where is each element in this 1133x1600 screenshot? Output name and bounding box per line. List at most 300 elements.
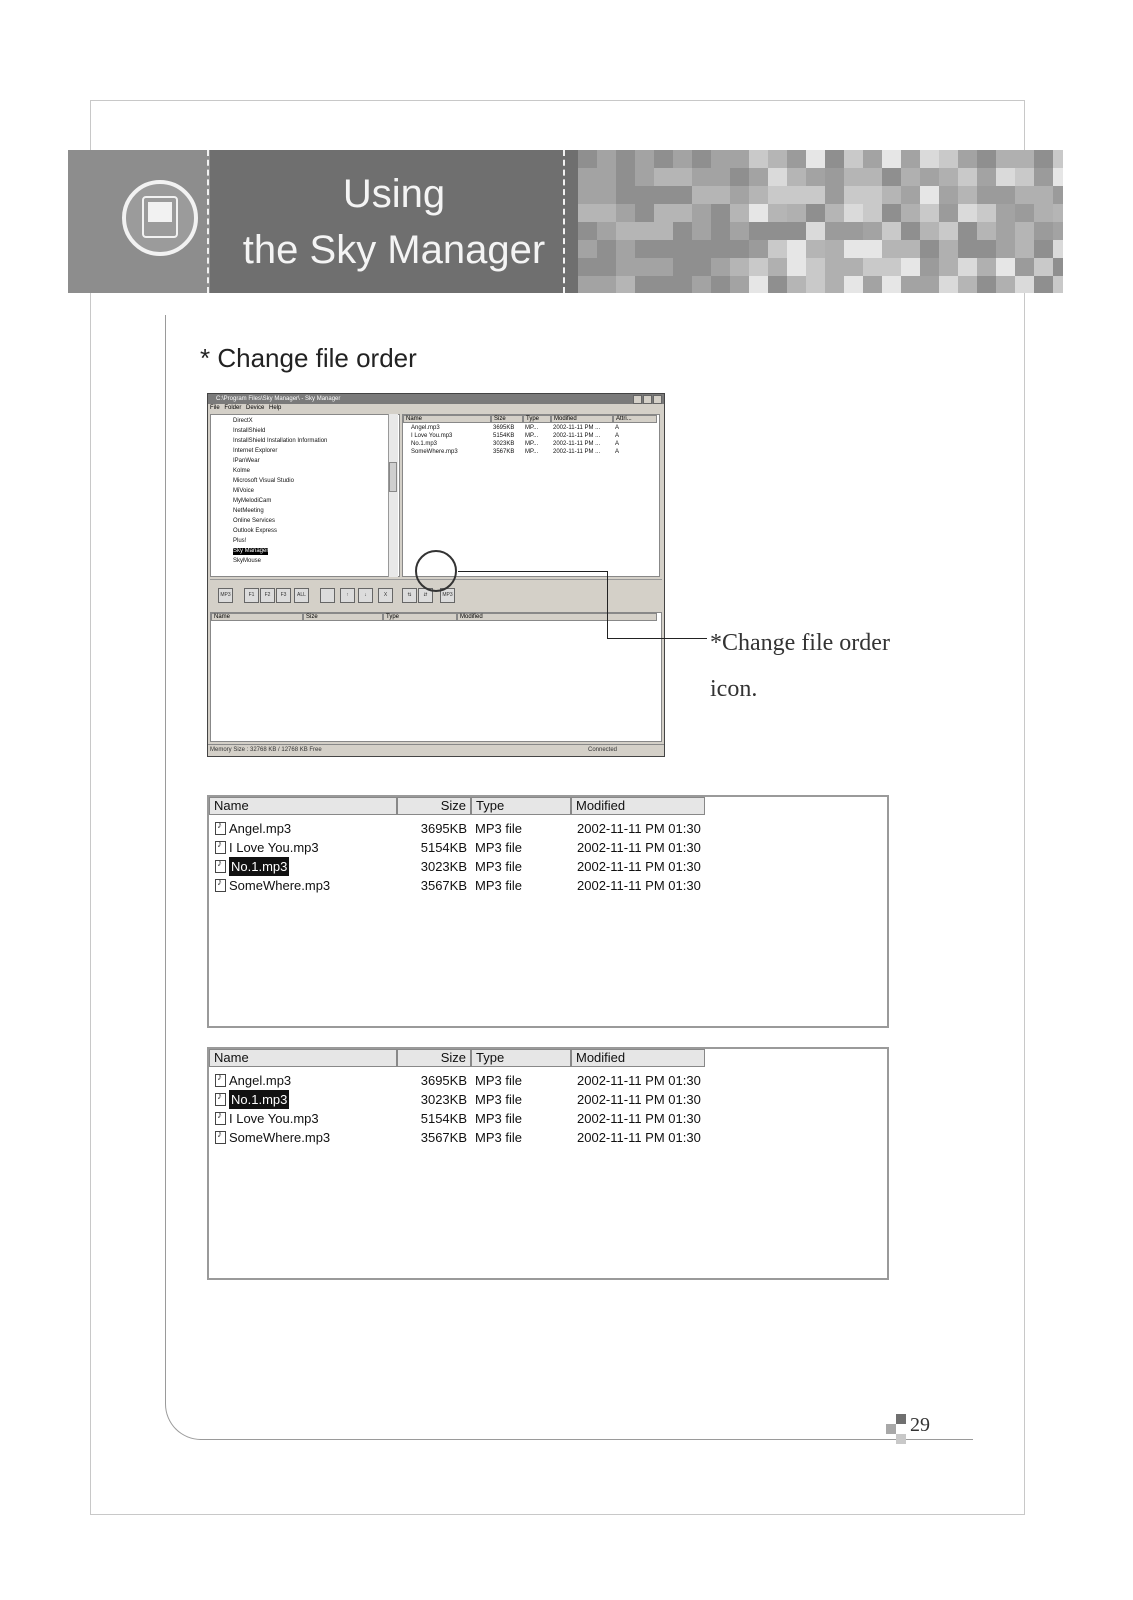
mosaic-tile [711,276,730,293]
column-header[interactable]: Size [397,797,471,815]
file-type: MP3 file [475,878,522,893]
mosaic-tile [882,150,901,168]
mosaic-tile [673,168,692,186]
mosaic-tile [882,204,901,222]
tree-scroll-thumb[interactable] [389,462,397,492]
table-row[interactable] [209,819,889,838]
mosaic-tile [730,240,749,258]
table-row[interactable] [209,1071,889,1090]
mosaic-tile [597,276,616,293]
mosaic-tile [787,204,806,222]
mosaic-tile [920,186,939,204]
mosaic-tile [977,240,996,258]
mosaic-tile [863,204,882,222]
tree-item[interactable]: InstallShield Installation Information [233,438,328,444]
list-cell: MP... [525,433,539,439]
mosaic-tile [882,258,901,276]
mosaic-tile [901,186,920,204]
tree-scrollbar[interactable] [388,414,398,577]
mosaic-tile [806,204,825,222]
tree-item[interactable]: MyMelodiCam [233,498,272,504]
toolbar-button[interactable]: ⇵ [418,588,433,603]
tree-item[interactable]: Online Services [233,518,276,524]
mosaic-tile [768,186,787,204]
list-cell: MP... [525,441,539,447]
header-dashed-divider [207,150,209,293]
column-header[interactable]: Type [383,613,457,621]
mosaic-tile [901,276,920,293]
table-row[interactable] [209,857,889,876]
mosaic-tile [996,186,1015,204]
column-header[interactable]: Modified [551,415,613,423]
mosaic-tile [578,186,597,204]
page-bottom-rule [200,1439,973,1440]
file-size: 5154KB [420,1111,467,1126]
mosaic-tile [977,258,996,276]
list-cell: 3567KB [493,449,515,455]
mosaic-tile [578,276,597,293]
mosaic-tile [749,276,768,293]
tree-item[interactable]: NetMeeting [233,508,264,514]
column-header[interactable]: Attri... [613,415,657,423]
tree-item[interactable]: Sky Manager [233,548,269,554]
column-header[interactable]: Type [471,797,571,815]
mosaic-tile [863,276,882,293]
column-header[interactable]: Size [397,1049,471,1067]
toolbar-button[interactable]: ALL [294,588,309,603]
mosaic-tile [711,204,730,222]
mosaic-tile [996,258,1015,276]
mosaic-tile [597,204,616,222]
mosaic-tile [787,150,806,168]
mosaic-tile [711,222,730,240]
mosaic-tile [654,150,673,168]
tree-item[interactable]: Microsoft Visual Studio [233,478,294,484]
mosaic-tile [977,222,996,240]
mosaic-tile [996,204,1015,222]
tree-item[interactable]: Plus! [233,538,247,544]
mosaic-tile [882,276,901,293]
status-connection: Connected [588,747,618,753]
mosaic-tile [901,204,920,222]
mosaic-tile [1015,276,1034,293]
column-header[interactable]: Modified [457,613,657,621]
column-header[interactable]: Name [209,797,397,815]
mosaic-tile [692,168,711,186]
mosaic-tile [616,186,635,204]
mosaic-tile [597,258,616,276]
mosaic-tile [711,240,730,258]
mosaic-tile [844,186,863,204]
maximize-icon[interactable] [643,395,652,404]
mosaic-tile [692,276,711,293]
mp3-file-icon [215,822,226,835]
list-cell: SomeWhere.mp3 [411,449,458,455]
mosaic-tile [749,168,768,186]
callout-line2: icon. [710,676,758,702]
mosaic-tile [901,150,920,168]
file-type: MP3 file [475,821,522,836]
file-modified: 2002-11-11 PM 01:30 [577,1092,701,1107]
column-header[interactable]: Modified [571,1049,705,1067]
mosaic-tile [806,186,825,204]
column-header[interactable]: Size [491,415,523,423]
column-header[interactable]: Name [211,613,303,621]
mosaic-tile [692,222,711,240]
mosaic-tile [730,150,749,168]
file-name: No.1.mp3 [231,1092,288,1107]
page-number-mark [896,1434,906,1444]
file-size: 3695KB [420,821,467,836]
mosaic-tile [635,222,654,240]
status-bar [208,744,664,757]
file-size: 3567KB [420,878,467,893]
menu-bar[interactable]: File Folder Device Help [210,405,282,411]
mosaic-tile [939,240,958,258]
page-number-mark [886,1424,896,1434]
mosaic-tile [958,150,977,168]
file-size: 3695KB [420,1073,467,1088]
column-header[interactable]: Name [209,1049,397,1067]
mosaic-tile [730,168,749,186]
mosaic-tile [825,276,844,293]
window-titlebar [208,394,664,404]
list-cell: I Love You.mp3 [411,433,453,439]
mosaic-tile [939,222,958,240]
mosaic-tile [996,222,1015,240]
list-cell: A [615,449,620,455]
mosaic-tile [654,258,673,276]
mosaic-tile [939,276,958,293]
list-cell: MP... [525,425,539,431]
window-title: C:\Program Files\Sky Manager\ - Sky Manager [216,396,341,402]
list-cell: 5154KB [493,433,515,439]
page-border-curve [165,315,205,1440]
mosaic-tile [844,168,863,186]
mp3-file-icon [215,1112,226,1125]
file-modified: 2002-11-11 PM 01:30 [577,840,701,855]
mosaic-tile [1015,204,1034,222]
mosaic-tile [1053,186,1063,204]
mosaic-tile [920,276,939,293]
mosaic-tile [597,240,616,258]
mosaic-tile [977,276,996,293]
file-type: MP3 file [475,1092,522,1107]
mp3-file-icon [215,1131,226,1144]
toolbar-button[interactable]: F2 [260,588,275,603]
mosaic-tile [711,258,730,276]
column-header[interactable]: Type [523,415,551,423]
mosaic-tile [863,240,882,258]
mosaic-tile [635,186,654,204]
mosaic-tile [616,150,635,168]
mosaic-tile [616,222,635,240]
column-header[interactable]: Size [303,613,383,621]
mosaic-tile [749,150,768,168]
file-modified: 2002-11-11 PM 01:30 [577,878,701,893]
file-modified: 2002-11-11 PM 01:30 [577,859,701,874]
mosaic-tile [673,204,692,222]
mosaic-tile [616,204,635,222]
mosaic-tile [1034,222,1053,240]
tree-item[interactable]: InstallShield [233,428,266,434]
mosaic-tile [863,186,882,204]
mosaic-tile [578,204,597,222]
toolbar-button[interactable] [320,588,335,603]
mosaic-tile [692,150,711,168]
mosaic-tile [1053,240,1063,258]
file-modified: 2002-11-11 PM 01:30 [577,821,701,836]
close-icon[interactable] [653,395,662,404]
mosaic-tile [711,168,730,186]
file-name: I Love You.mp3 [229,1111,319,1126]
mosaic-tile [806,258,825,276]
mosaic-tile [977,168,996,186]
mosaic-tile [711,186,730,204]
file-type: MP3 file [475,840,522,855]
toolbar-button[interactable]: ⇅ [402,588,417,603]
mosaic-tile [844,258,863,276]
mosaic-tile [920,240,939,258]
file-type: MP3 file [475,1073,522,1088]
mosaic-tile [958,204,977,222]
file-name: Angel.mp3 [229,821,292,836]
tree-item[interactable]: MiVoice [233,488,255,494]
table-row[interactable] [209,1109,889,1128]
mosaic-tile [787,240,806,258]
file-type: MP3 file [475,1111,522,1126]
mosaic-tile [1053,150,1063,168]
column-header[interactable]: Name [403,415,491,423]
window-controls [632,395,662,404]
tree-item[interactable]: DirectX [233,418,253,424]
mosaic-tile [635,204,654,222]
mosaic-tile [616,258,635,276]
device-file-list[interactable] [210,612,662,742]
mosaic-tile [787,222,806,240]
file-name: SomeWhere.mp3 [229,878,331,893]
mosaic-tile [1053,204,1063,222]
mosaic-tile [996,240,1015,258]
mosaic-tile [692,186,711,204]
list-cell: 3023KB [493,441,515,447]
mosaic-tile [578,240,597,258]
mosaic-tile [730,276,749,293]
mosaic-tile [692,258,711,276]
file-modified: 2002-11-11 PM 01:30 [577,1130,701,1145]
mosaic-tile [958,240,977,258]
mosaic-tile [597,168,616,186]
toolbar-button[interactable]: X [378,588,393,603]
mp3-file-icon [215,1093,226,1106]
mosaic-tile [635,150,654,168]
list-cell: A [615,441,620,447]
mosaic-tile [825,240,844,258]
mosaic-tile [863,222,882,240]
mosaic-tile [939,186,958,204]
mosaic-tile [654,240,673,258]
mosaic-tile [787,186,806,204]
tree-item[interactable]: Outlook Express [233,528,278,534]
file-name: No.1.mp3 [231,859,288,874]
mosaic-tile [844,222,863,240]
mosaic-tile [806,222,825,240]
mosaic-tile [958,276,977,293]
toolbar-button[interactable]: ↓ [358,588,373,603]
highlight-circle [415,550,457,592]
mosaic-tile [825,168,844,186]
column-header[interactable]: Type [471,1049,571,1067]
header-mosaic [578,150,1063,293]
table-row[interactable] [209,1128,889,1147]
mosaic-tile [787,168,806,186]
mosaic-tile [1034,150,1053,168]
mosaic-tile [1034,186,1053,204]
mosaic-tile [635,168,654,186]
tree-item[interactable]: IPanWear [233,458,260,464]
toolbar-button[interactable]: F3 [276,588,291,603]
mosaic-tile [882,240,901,258]
mosaic-tile [825,150,844,168]
mosaic-tile [616,276,635,293]
mosaic-tile [958,222,977,240]
mosaic-tile [1053,222,1063,240]
list-cell: 2002-11-11 PM ... [553,449,601,455]
mosaic-tile [882,168,901,186]
minimize-icon[interactable] [633,395,642,404]
mosaic-tile [654,186,673,204]
file-type: MP3 file [475,859,522,874]
mosaic-tile [844,240,863,258]
mosaic-tile [939,258,958,276]
file-modified: 2002-11-11 PM 01:30 [577,1111,701,1126]
mosaic-tile [787,258,806,276]
mp3-file-icon [215,860,226,873]
table-row[interactable] [209,876,889,895]
mosaic-tile [635,276,654,293]
toolbar-button[interactable]: ↑ [340,588,355,603]
file-list-after[interactable] [207,1047,889,1280]
mosaic-tile [1015,186,1034,204]
mosaic-tile [920,258,939,276]
folder-tree[interactable] [210,414,400,577]
mp3-file-icon [215,879,226,892]
mosaic-tile [768,168,787,186]
mosaic-tile [939,150,958,168]
file-list-before[interactable] [207,795,889,1028]
tree-item[interactable]: Kolme [233,468,251,474]
table-row[interactable] [209,1090,889,1109]
toolbar-button[interactable]: MP3 [440,588,455,603]
computer-screen-icon [148,202,172,222]
toolbar-button[interactable]: F1 [244,588,259,603]
mosaic-tile [1053,276,1063,293]
page-title-line1: Using [342,172,446,216]
file-name: Angel.mp3 [229,1073,292,1088]
mosaic-tile [1053,168,1063,186]
mosaic-tile [578,168,597,186]
file-type: MP3 file [475,1130,522,1145]
mosaic-tile [844,276,863,293]
mosaic-tile [635,240,654,258]
mosaic-tile [825,186,844,204]
file-size: 3023KB [420,859,467,874]
mosaic-tile [920,168,939,186]
mosaic-tile [616,240,635,258]
mosaic-tile [673,150,692,168]
mosaic-tile [578,258,597,276]
mosaic-tile [1015,168,1034,186]
page-number: 29 [910,1414,930,1436]
mosaic-tile [1015,240,1034,258]
mosaic-tile [1034,204,1053,222]
mosaic-tile [768,240,787,258]
tree-item[interactable]: SkyMouse [233,558,262,564]
mosaic-tile [920,222,939,240]
toolbar-button[interactable]: MP3 [218,588,233,603]
mosaic-tile [1034,276,1053,293]
mosaic-tile [692,204,711,222]
mosaic-tile [1053,258,1063,276]
mosaic-tile [901,240,920,258]
mosaic-tile [1015,222,1034,240]
mosaic-tile [730,204,749,222]
mosaic-tile [578,222,597,240]
file-size: 3023KB [420,1092,467,1107]
list-cell: 3695KB [493,425,515,431]
mosaic-tile [825,204,844,222]
table-row[interactable] [209,838,889,857]
callout-line [607,638,707,639]
mosaic-tile [882,222,901,240]
mosaic-tile [996,168,1015,186]
mosaic-tile [673,276,692,293]
mosaic-tile [730,222,749,240]
mosaic-tile [597,186,616,204]
column-header[interactable]: Modified [571,797,705,815]
mosaic-tile [787,276,806,293]
mosaic-tile [1015,150,1034,168]
section-heading: * Change file order [200,343,417,373]
mosaic-tile [730,186,749,204]
mosaic-tile [1034,168,1053,186]
callout-line [458,571,608,572]
mosaic-tile [825,258,844,276]
mosaic-tile [863,150,882,168]
mosaic-tile [844,204,863,222]
mosaic-tile [635,258,654,276]
mosaic-tile [749,222,768,240]
mosaic-tile [958,186,977,204]
file-name: I Love You.mp3 [229,840,319,855]
file-size: 3567KB [420,1130,467,1145]
file-name: SomeWhere.mp3 [229,1130,331,1145]
mosaic-tile [654,222,673,240]
mosaic-tile [939,204,958,222]
mosaic-tile [977,204,996,222]
mosaic-tile [597,150,616,168]
mosaic-tile [920,150,939,168]
mosaic-tile [673,186,692,204]
mosaic-tile [768,204,787,222]
mosaic-tile [806,150,825,168]
list-cell: 2002-11-11 PM ... [553,425,601,431]
mosaic-tile [597,222,616,240]
mosaic-tile [806,276,825,293]
mosaic-tile [673,222,692,240]
mosaic-tile [730,258,749,276]
tree-item[interactable]: Internet Explorer [233,448,278,454]
